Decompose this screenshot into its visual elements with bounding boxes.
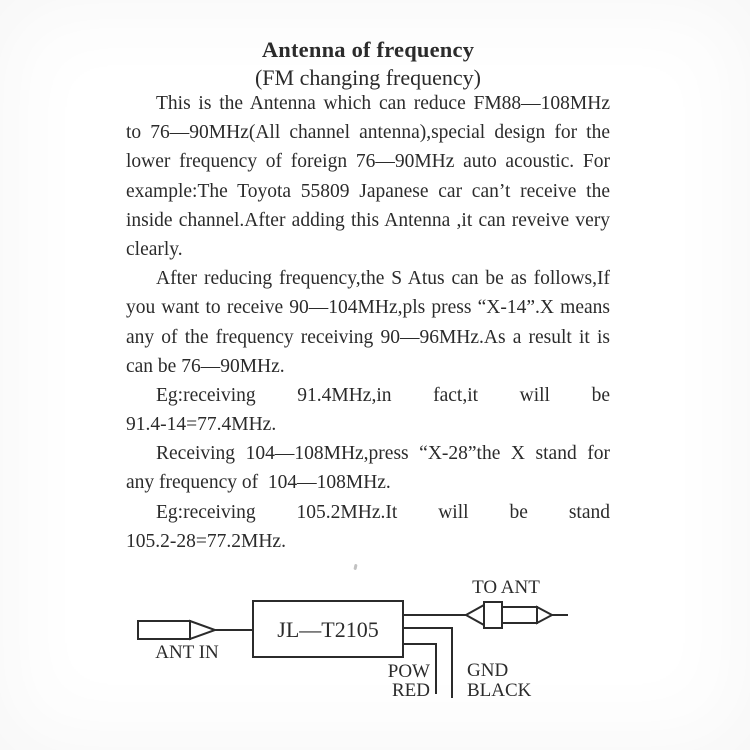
page-subtitle: (FM changing frequency) (254, 65, 482, 90)
device-label: JL—T2105 (277, 617, 379, 642)
text-line: to 76—90MHz(All channel antenna),special design for the (126, 122, 610, 144)
text-line: any of the frequency receiving 90—96MHz.As a result it is (126, 326, 610, 348)
text-line: 91.4-14=77.4MHz. (126, 414, 277, 436)
text-line: inside channel.After adding this Antenna ,it can reveive very (126, 209, 610, 231)
text-line: 105.2-28=77.2MHz. (126, 530, 286, 552)
to-ant-connector (466, 602, 568, 628)
text-line: lower frequency of foreign 76—90MHz auto acoustic. For (126, 151, 610, 173)
text-line: example:The Toyota 55809 Japanese car can’t receive the (126, 180, 610, 202)
text-line: can be 76—90MHz. (126, 355, 285, 377)
text-line: After reducing frequency,the S Atus can be as follows,If (156, 268, 610, 290)
text-line: you want to receive 90—104MHz,pls press “X-14”.X means (126, 297, 610, 319)
text-line: Eg:receiving 91.4MHz,in fact,it will be (156, 384, 610, 406)
red-label: RED (392, 680, 430, 701)
gnd-label: GND (467, 660, 509, 681)
text-line: any frequency of 104—108MHz. (126, 472, 391, 494)
wiring-diagram (100, 570, 660, 715)
body-text (126, 89, 610, 556)
to-ant-label: TO ANT (472, 577, 540, 598)
text-line: clearly. (126, 238, 183, 260)
black-label: BLACK (467, 680, 532, 701)
page-title: Antenna of frequency (261, 37, 475, 62)
text-line: This is the Antenna which can reduce FM88—108MHz (156, 93, 610, 114)
text-line: Receiving 104—108MHz,press “X-28”the X stand for (156, 443, 610, 465)
ant-in-label: ANT IN (155, 642, 219, 663)
pow-label: POW (387, 661, 430, 682)
text-line: Eg:receiving 105.2MHz.It will be stand (156, 501, 610, 523)
ant-in-connector (138, 621, 215, 639)
